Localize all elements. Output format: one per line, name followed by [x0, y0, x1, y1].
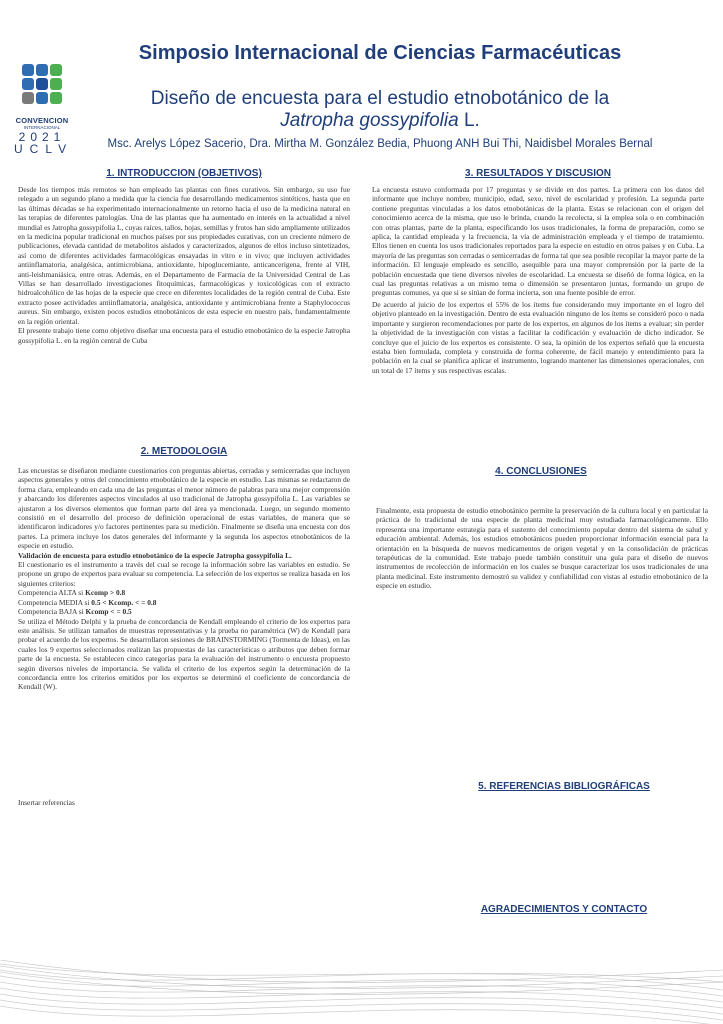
criterion-alta-value: Kcomp > 0.8 — [85, 588, 126, 598]
criterion-media-value: 0.5 < Kcomp. < = 0.8 — [91, 597, 157, 607]
metodologia-paragraph-1: Las encuestas se diseñaron mediante cuestionarios con preguntas abiertas, cerradas y semicerradas que incluyen aspectos generales y otros del conocimiento etnobotánico de la especie en estudio. Las mismas se redactaron de forma clara, empleando en cada una de las preguntas el menor número de palabras para una mejor comprensión y abarcando los diferentes aspectos vinculados al uso tradicional de Jatropha gossypifolia L. Las variables se ajustaron a los diversos elementos que forman parte del área ya mencionada. Luego, un segundo momento consistió en el desarrollo del proceso de definición operacional de estas variables, de manera que se identificaron indicadores y/o factores pertinentes para su medición. Finalmente se diseña una encuesta con dos partes. La primera incluye los datos generales del informante y la segunda los aspectos etnobotánicos de la especie en estudio. — [18, 466, 350, 551]
logo-internacional: INTERNACIONAL — [23, 125, 61, 130]
resultados-paragraph-1: La encuesta estuvo conformada por 17 preguntas y se divide en dos partes. La primera con los datos del informante que incluye nombre, municipio, edad, sexo, nivel de escolaridad y profesión. La segunda parte contiene preguntas vinculadas a los datos etnobotánicas de la planta. Estas se relacionan con el origen del conocimiento acerca de la misma, que uso le brinda, cuando la recolecta, si la emplea sola o en combinación con otras plantas, parte de la planta, especificando los usos tradicionales, la forma de preparación, como se aplica, la cantidad empleada y la frecuencia, la vía de administración empleada y el tiempo de tratamiento. Ellos tienen en cuenta los usos tradicionales reportados para la especie en estudio en otros países y en Cuba. La mayoría de las preguntas son cerradas o semicerradas de forma tal que sea posible recopilar la mayor parte de la información. El lenguaje empleado es sencillo, asequible para una mayor comprensión por la parte de la población encuestada que tiene diversos niveles de escolaridad. La encuesta se diseñó de forma lógica, en la cual las preguntas relativas a un mismo tema o dimensión se presentaron juntas, formando un grupo de preguntas comunes, ya que si se sitúan de forma incierta, son una fuente posible de error. — [372, 185, 704, 298]
section-body-intro — [18, 185, 350, 345]
logo-year: 2021 — [18, 130, 66, 144]
poster-title-line2 — [80, 110, 680, 132]
intro-paragraph-1: Desde los tiempos más remotos se han empleado las plantas con fines curativos. Sin embargo, su uso fue relegado a un segundo plano a medida que la ciencia fue desarrollando medicamentos sintéticos, hasta que en las últimas décadas se ha experimentado internacionalmente un retorno hacia el uso de la medicina natural en las terapias de diferentes patologías. Una de las plantas que ha aumentado en interés en la actualidad a nivel mundial es Jatropha gossypifolia L, cuyas raíces, tallos, hojas, semillas y frutos han sido ampliamente utilizados en la medicina popular tradicional en muchos países por sus propiedades curativas, con un creciente número de publicaciones, elevada cantidad de metabolitos aislados y caracterizados, algunos de ellos incluso sintetizados, así como de diferentes actividades farmacológicas ensayadas in vitro e in vivo; que incluyen actividades antiinflamatoria, analgésica, antimicrobiana, antioxidante, hipoglucemiante, anticancerígena, frente al VIH, anti-leishmaniásica, entre otras. Además, en el Departamento de Farmacia de la Universidad Central de Las Villas se han desarrollado investigaciones fitoquímicas, farmacológicas y toxicológicas con el extracto hidroalcohólico de las hojas de la especie que crece en diferentes localidades de la región central de Cuba. Este extracto posee actividades antiinflamatoria, analgésica, antioxidante y antimicrobiana frente a Staphylococcus aureus. Sin embargo, existen pocos estudios etnobotánicos de esta especie en nuestro país, fundamentalmente en la región oriental. — [18, 185, 350, 326]
validation-heading: Validación de encuesta para estudio etnobotánico de la especie Jatropha gossypifolia L. — [18, 550, 292, 560]
logo-mosaic — [18, 62, 66, 114]
resultados-paragraph-2: De acuerdo al juicio de los expertos el 55% de los ítems fue considerando muy importante en el logro del objetivo planteado en la investigación. Dentro de esta evaluación ninguno de los ítems se consideró poco o nada importante y surgieron recomendaciones por parte de los expertos, en algunos de los ítems a evaluar; sin perder la objetividad de la investigación con vistas a facilitar la codificación y evaluación de dicho indicador. Se concluye que el juicio de los expertos es consistente. O sea, la opinión de los expertos señaló que la encuesta estaba bien formulada, completa y construida de forma coherente, de fácil manejo y entendimiento para la población en la cual se planifica aplicar el instrumento, logrando mantener las dimensiones operacionales, con un total de 17 ítems y sus respectivas escalas. — [372, 299, 704, 375]
conference-logo — [14, 62, 74, 162]
species-name: Jatropha gossypifolia — [280, 110, 459, 131]
event-title: Simposio Internacional de Ciencias Farmacéuticas — [138, 42, 622, 64]
criterion-baja-label: Competencia BAJA si — [18, 607, 86, 617]
intro-paragraph-2: El presente trabajo tiene como objetivo diseñar una encuesta para el estudio etnobotánico de la especie Jatropha gossypifolia L. en la región central de Cuba — [18, 326, 350, 345]
author-list: Msc. Arelys López Sacerio, Dra. Mirtha M. González Bedia, Phuong ANH Bui Thi, Naidisbel Morales Bernal — [107, 138, 653, 150]
species-suffix: L. — [458, 110, 480, 131]
metodologia-paragraph-2: El cuestionario es el instrumento a través del cual se recoge la información sobre las variables en estudio. Se propone un grupo de expertos para evaluar su competencia. La selección de los expertos se realiza basada en los siguientes criterios: — [18, 560, 350, 588]
decorative-wave-lines — [0, 960, 723, 1024]
references-placeholder: Insertar referencias — [18, 798, 75, 807]
criterion-media — [18, 598, 350, 607]
logo-convencion: CONVENCION — [15, 116, 69, 125]
poster-title-line1: Diseño de encuesta para el estudio etnobotánico de la — [150, 88, 610, 109]
criterion-alta — [18, 588, 350, 597]
section-heading-resultados: 3. RESULTADOS Y DISCUSION — [465, 168, 611, 179]
section-heading-metodologia: 2. METODOLOGIA — [140, 446, 228, 457]
criterion-baja — [18, 607, 350, 616]
section-heading-intro: 1. INTRODUCCION (OBJETIVOS) — [106, 168, 262, 179]
section-body-resultados — [372, 185, 704, 375]
conclusiones-paragraph-1: Finalmente, esta propuesta de estudio etnobotánico permite la preservación de la cultura local y en particular la práctica de lo tradicional de una especie de planta medicinal muy estudiada farmacológicamente. Ello representa una importante estrategia para el sustento del conocimiento popular dentro del sistema de salud y educación ambiental. Además, los estudios etnobotánicos pueden proporcionar información esencial para la orientación en la búsqueda de nuevos medicamentos de origen vegetal y en la consolidación de prácticas terapéuticas de la comunidad. Este trabajo puede también constituir una guía para el diseño de nuevos instrumentos de recolección de información en los cuales se busque caracterizar los usos tradicionales de una planta medicinal. Este instrumento demostró su validez y confiabilidad con vistas al estudio etnobotánico de la especie en estudio. — [376, 506, 708, 591]
criterion-media-label: Competencia MEDIA si — [18, 597, 92, 607]
logo-university: UCLV — [14, 142, 74, 156]
section-body-conclusiones — [376, 506, 708, 591]
criterion-baja-value: Kcomp < = 0.5 — [85, 607, 132, 617]
section-heading-referencias: 5. REFERENCIAS BIBLIOGRÁFICAS — [478, 781, 650, 792]
criterion-alta-label: Competencia ALTA si — [18, 588, 86, 598]
metodologia-paragraph-3: Se utiliza el Método Delphi y la prueba de concordancia de Kendall empleando el criterio de los expertos para este análisis. Se utilizan tamaños de muestras representativas y la prueba no paramétrica (W) de Kendall para probar el acuerdo de los expertos. Se desarrollaron sesiones de BRAINSTORMING (Tormenta de Ideas), en las cuales los 9 expertos seleccionados realizan las propuestas de las características o atributos que deben formar parte de la encuesta. Se establecen cinco categorías para la evaluación del instrumento o encuesta propuesto según diversos niveles de importancia. Se valida el criterio de los expertos según la determinación de la concordancia entre los criterios emitidos por los expertos se determinó el coeficiente de concordancia de Kendall (W). — [18, 616, 350, 692]
section-heading-agradecimientos: AGRADECIMIENTOS Y CONTACTO — [480, 904, 648, 915]
poster-title — [80, 88, 680, 132]
section-heading-conclusiones: 4. CONCLUSIONES — [495, 466, 587, 477]
section-body-metodologia — [18, 466, 350, 692]
